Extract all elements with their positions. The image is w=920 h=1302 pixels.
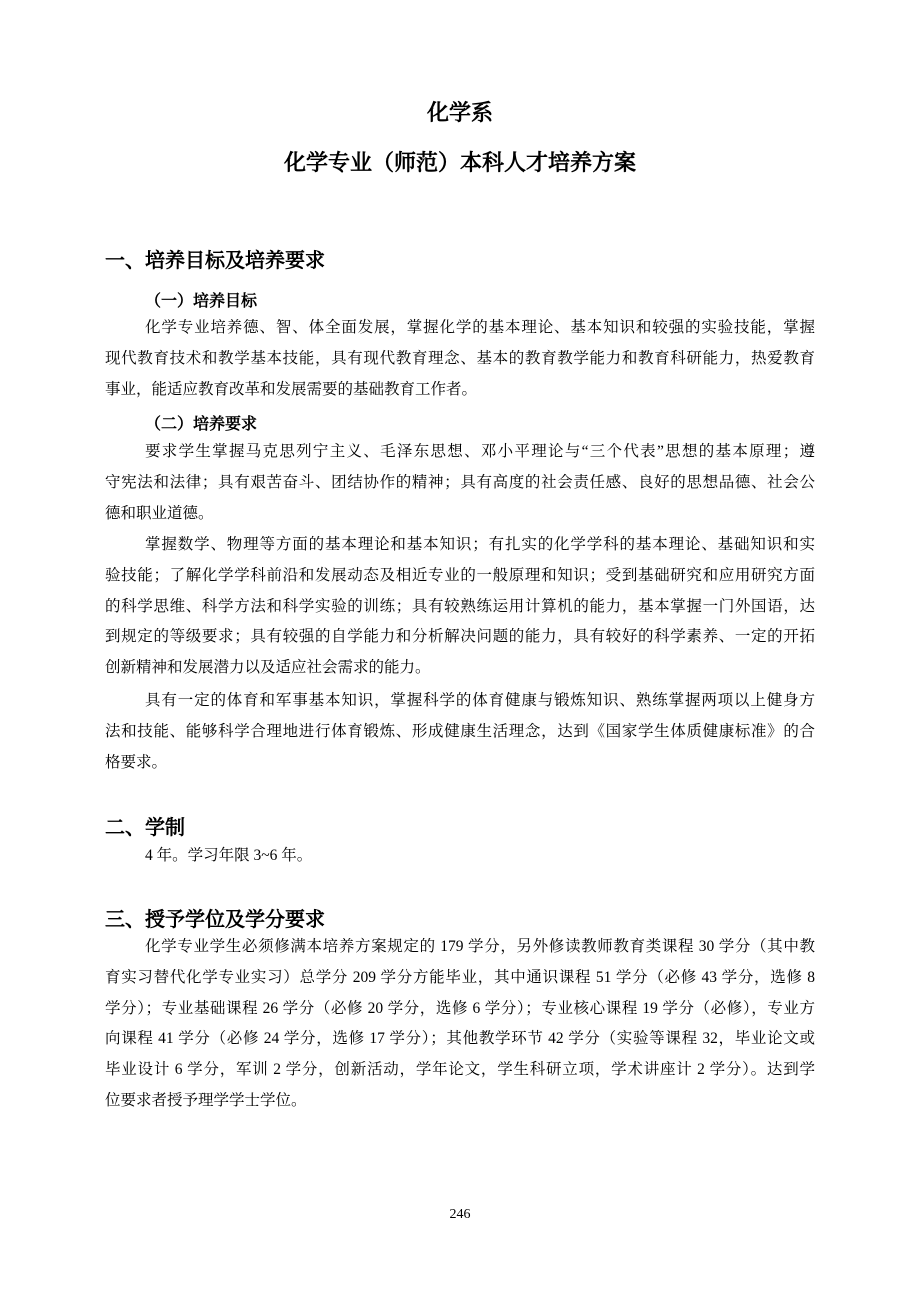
text-line: 位要求者授予理学学士学位。 <box>105 1091 307 1109</box>
paragraph-requirement-3 <box>105 686 815 778</box>
text-line: 现代教育技术和教学基本技能，具有现代教育理念、基本的教育教学能力和教育科研能力，热爱教育 <box>105 349 815 367</box>
page-number: 246 <box>449 1207 471 1222</box>
text-line: 守宪法和法律；具有艰苦奋斗、团结协作的精神；具有高度的社会责任感、良好的思想品德、社会公 <box>105 473 815 491</box>
text-line: 的科学思维、科学方法和科学实验的训练；具有较熟练运用计算机的能力，基本掌握一门外国语，达 <box>105 597 815 615</box>
text-line: 掌握数学、物理等方面的基本理论和基本知识；有扎实的化学学科的基本理论、基础知识和实 <box>145 536 815 553</box>
text-line: 德和职业道德。 <box>105 504 214 522</box>
text-line: 到规定的等级要求；具有较强的自学能力和分析解决问题的能力，具有较好的科学素养、一定的开拓 <box>105 628 815 646</box>
paragraph-credits <box>105 932 815 1117</box>
subsection-2-heading: （二）培养要求 <box>145 414 258 433</box>
paragraph-goal <box>105 313 815 405</box>
subsection-1-heading: （一）培养目标 <box>145 291 258 310</box>
text-line: 要求学生掌握马克思列宁主义、毛泽东思想、邓小平理论与“三个代表”思想的基本原理；遵 <box>145 443 815 460</box>
text-line: 法和技能、能够科学合理地进行体育锻炼、形成健康生活理念，达到《国家学生体质健康标准》的合 <box>105 722 815 740</box>
paragraph-requirement-1 <box>105 437 815 529</box>
paragraph-requirement-2 <box>105 530 815 684</box>
text-line: 毕业设计 6 学分，军训 2 学分，创新活动，学年论文，学生科研立项，学术讲座计 2 学分）。达到学 <box>105 1061 815 1079</box>
text-line: 育实习替代化学专业实习）总学分 209 学分方能毕业，其中通识课程 51 学分（必修 43 学分，选修 8 <box>105 968 815 986</box>
text-line: 具有一定的体育和军事基本知识，掌握科学的体育健康与锻炼知识、熟练掌握两项以上健身方 <box>145 692 815 709</box>
section-2-heading: 二、学制 <box>105 815 185 839</box>
duration-text: 4 年。学习年限 3~6 年。 <box>145 847 313 864</box>
text-line: 验技能；了解化学学科前沿和发展动态及相近专业的一般原理和知识；受到基础研究和应用研究方面 <box>105 566 815 584</box>
text-line: 事业，能适应教育改革和发展需要的基础教育工作者。 <box>105 380 478 398</box>
text-line: 向课程 41 学分（必修 24 学分，选修 17 学分）；其他教学环节 42 学分（实验等课程 32，毕业论文或 <box>105 1030 815 1048</box>
text-line: 创新精神和发展潜力以及适应社会需求的能力。 <box>105 659 431 677</box>
department-title: 化学系 <box>426 101 493 126</box>
text-line: 格要求。 <box>105 753 168 771</box>
document-title: 化学专业（师范）本科人才培养方案 <box>283 151 636 176</box>
text-line: 化学专业学生必须修满本培养方案规定的 179 学分，另外修读教师教育类课程 30 学分（其中教 <box>145 938 815 955</box>
section-1-heading: 一、培养目标及培养要求 <box>105 248 325 272</box>
text-line: 化学专业培养德、智、体全面发展，掌握化学的基本理论、基本知识和较强的实验技能，掌握 <box>145 319 815 336</box>
text-line: 学分）；专业基础课程 26 学分（必修 20 学分，选修 6 学分）；专业核心课程 19 学分（必修），专业方 <box>105 999 815 1017</box>
section-3-heading: 三、授予学位及学分要求 <box>105 907 325 931</box>
